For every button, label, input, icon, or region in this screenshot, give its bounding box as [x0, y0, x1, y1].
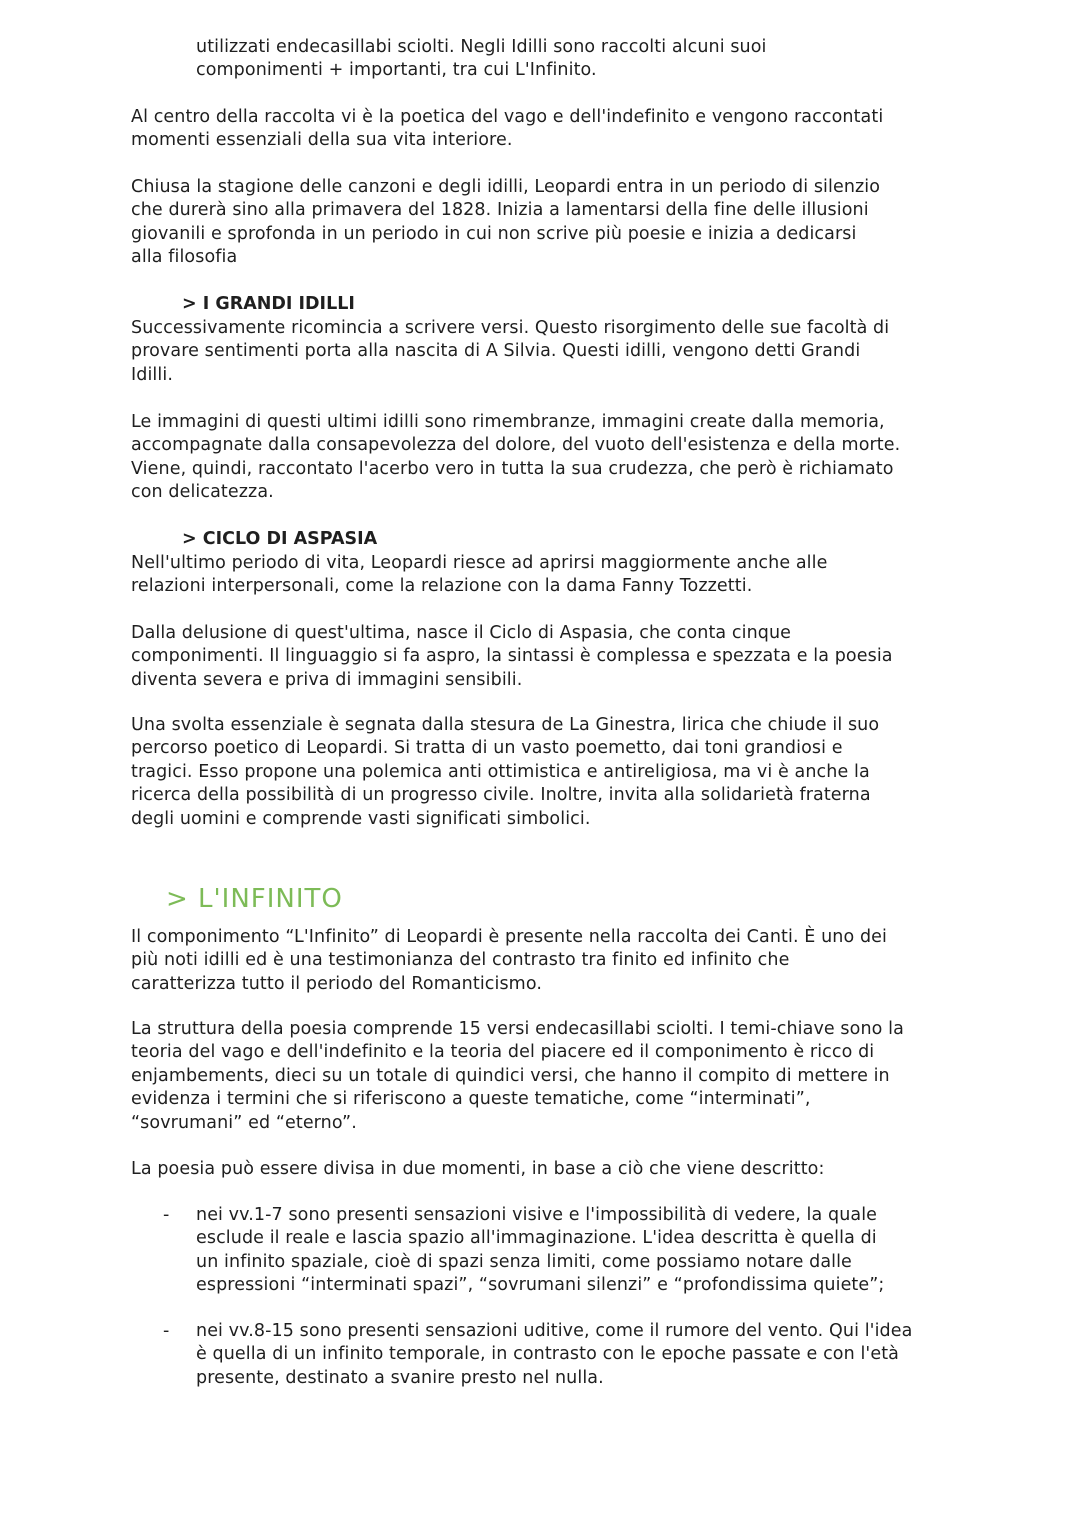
paragraph-ciclo-aspasia: Dalla delusione di quest'ultima, nasce il Ciclo di Aspasia, che conta cinque componimenti. Il linguaggio si fa aspro, la sintassi è complessa e spezzata e la poesia diventa severa e priva di immagini sensibili.: [131, 623, 893, 690]
list-item-text: nei vv.8-15 sono presenti sensazioni uditive, come il rumore del vento. Qui l'idea è quella di un infinito temporale, in contrasto con le epoche passate e con l'età presente, destinato a svanire presto nel nulla.: [196, 1321, 913, 1388]
bullet-dash: -: [163, 1321, 170, 1341]
paragraph-immagini-idilli: Le immagini di questi ultimi idilli sono rimembranze, immagini create dalla memoria, accompagnate dalla consapevolezza del dolore, del vuoto dell'esistenza e della morte. Viene, quindi, raccontato l'acerbo vero in tutta la sua crudezza, che però è richiamato con delicatezza.: [131, 412, 901, 503]
subheading-ciclo-aspasia: > CICLO DI ASPASIA: [182, 529, 378, 549]
paragraph-ultimo-periodo: Nell'ultimo periodo di vita, Leopardi riesce ad aprirsi maggiormente anche alle relazioni interpersonali, come la relazione con la dama Fanny Tozzetti.: [131, 553, 828, 597]
paragraph-la-ginestra: Una svolta essenziale è segnata dalla stesura de La Ginestra, lirica che chiude il suo percorso poetico di Leopardi. Si tratta di un vasto poemetto, dai toni grandiosi e tragici. Esso propone una polemica anti ottimistica e antireligiosa, ma vi è anche la ricerca della possibilità di un progresso civile. Inoltre, invita alla solidarietà fraterna degli uomini e comprende vasti significati simbolici.: [131, 715, 880, 829]
section-title-infinito: > L'INFINITO: [166, 884, 343, 914]
paragraph-intro-continued: utilizzati endecasillabi sciolti. Negli Idilli sono raccolti alcuni suoi componimenti + importanti, tra cui L'Infinito.: [196, 37, 767, 81]
paragraph-due-momenti: La poesia può essere divisa in due momenti, in base a ciò che viene descritto:: [131, 1159, 825, 1179]
paragraph-grandi-idilli: Successivamente ricomincia a scrivere versi. Questo risorgimento delle sue facoltà di provare sentimenti porta alla nascita di A Silvia. Questi idilli, vengono detti Grandi Idilli.: [131, 318, 890, 385]
subheading-grandi-idilli: > I GRANDI IDILLI: [182, 294, 355, 314]
list-item-text: nei vv.1-7 sono presenti sensazioni visive e l'impossibilità di vedere, la quale esclude il reale e lascia spazio all'immaginazione. L'idea descritta è quella di un infinito spaziale, cioè di spazi senza limiti, come possiamo notare dalle espressioni “interminati spazi”, “sovrumani silenzi” e “profondissima quiete”;: [196, 1205, 885, 1296]
paragraph-infinito-intro: Il componimento “L'Infinito” di Leopardi è presente nella raccolta dei Canti. È uno dei più noti idilli ed è una testimonianza del contrasto tra finito ed infinito che caratterizza tutto il periodo del Romanticismo.: [131, 927, 887, 994]
paragraph-struttura-poesia: La struttura della poesia comprende 15 versi endecasillabi sciolti. I temi-chiave sono la teoria del vago e dell'indefinito e la teoria del piacere ed il componimento è ricco di enjambements, dieci su un totale di quindici versi, che hanno il compito di mettere in evidenza i termini che si riferiscono a queste tematiche, come “interminati”, “sovrumani” ed “eterno”.: [131, 1019, 904, 1133]
paragraph-periodo-silenzio: Chiusa la stagione delle canzoni e degli idilli, Leopardi entra in un periodo di silenzio che durerà sino alla primavera del 1828. Inizia a lamentarsi della fine delle illusioni giovanili e sprofonda in un periodo in cui non scrive più poesie e inizia a dedicarsi alla filosofia: [131, 177, 881, 268]
bullet-dash: -: [163, 1205, 170, 1225]
paragraph-raccolta-centro: Al centro della raccolta vi è la poetica del vago e dell'indefinito e vengono raccontati momenti essenziali della sua vita interiore.: [131, 107, 884, 151]
